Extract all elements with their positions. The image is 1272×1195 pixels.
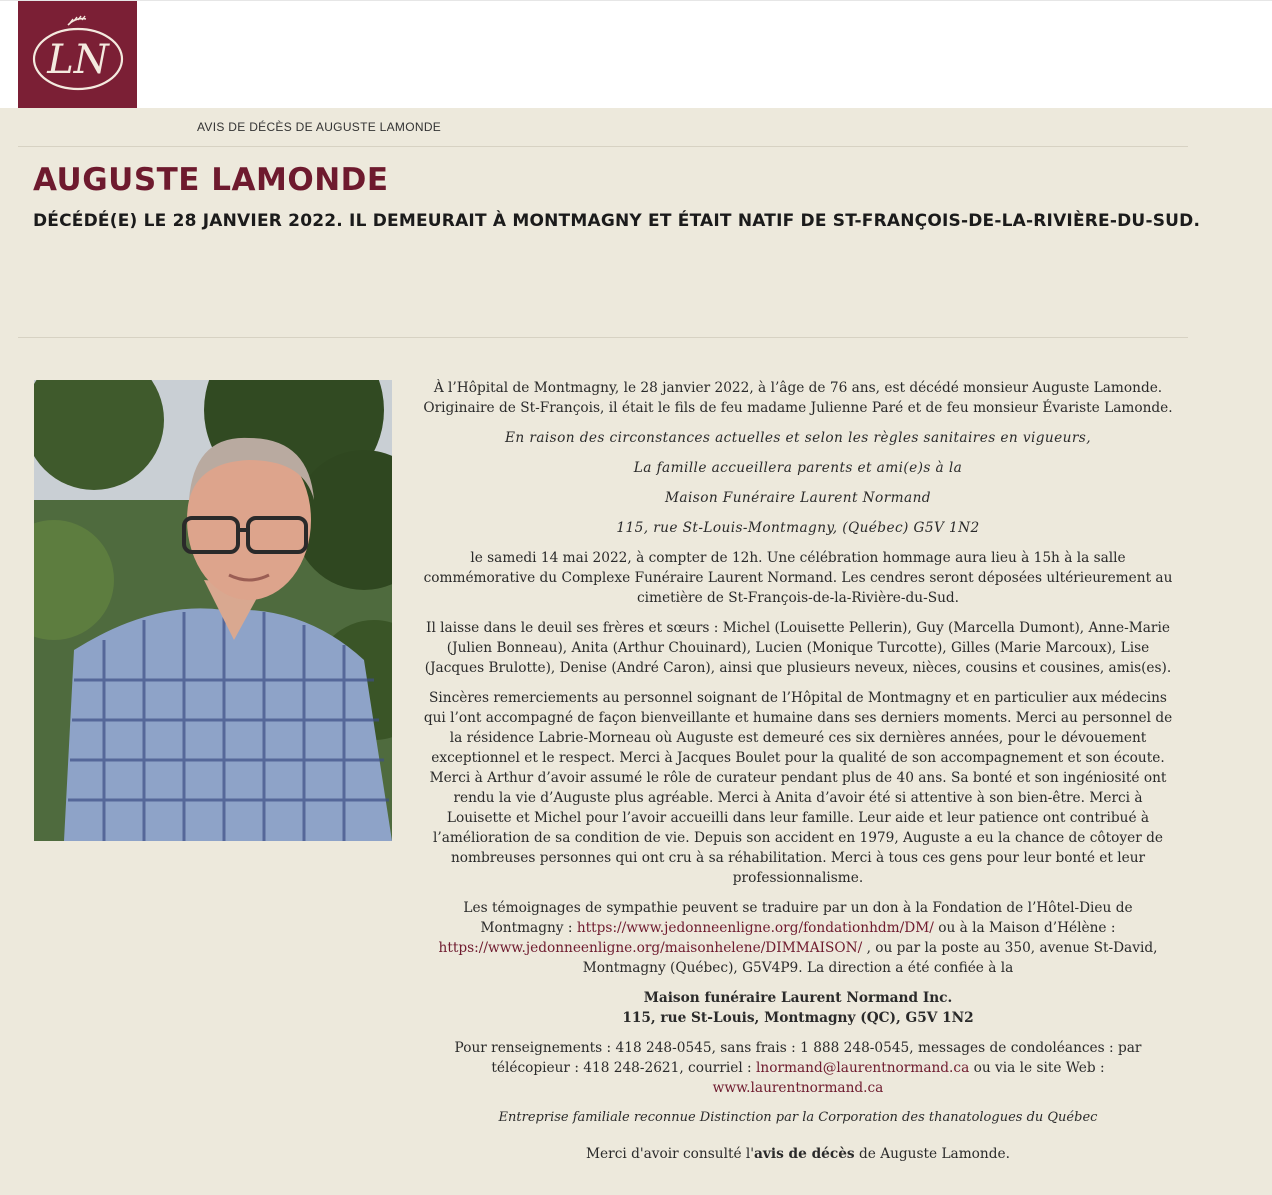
portrait-image	[34, 380, 392, 841]
donation-paragraph: Les témoignages de sympathie peuvent se traduire par un don à la Fondation de l’Hôtel-Dieu de Montmagny : https://www.jedonneenligne.org/fondationhdm/DM/ ou à la Maison d’Hélène : https://www.jedonneenligne.org/maisonhelene/DIMMAISON/ , ou par la poste au 350, avenue St-David, Montmagny (Québec), G5V4P9. La direction a été confiée à la	[438, 900, 1158, 976]
page-subtitle: DÉCÉDÉ(E) LE 28 JANVIER 2022. IL DEMEURAIT À MONTMAGNY ET ÉTAIT NATIF DE ST-FRANÇOIS-DE-LA-RIVIÈRE-DU-SUD.	[33, 211, 1201, 231]
thanks-paragraph: Sincères remerciements au personnel soignant de l’Hôpital de Montmagny et en particulier aux médecins qui l’ont accompagné de façon bienveillante et humaine dans ses derniers moments. Merci au personnel de la résidence Labrie-Morneau où Auguste est demeuré ces six dernières années, pour le dévouement exceptionnel et le respect. Merci à Jacques Boulet pour la qualité de son accompagnement et son écoute. Merci à Arthur d’avoir assumé le rôle de curateur pendant plus de 40 ans. Sa bonté et son ingéniosité ont rendu la vie d’Auguste plus agréable. Merci à Anita d’avoir été si attentive à son bien-être. Merci à Louisette et Michel pour l’avoir accueilli dans leur famille. Leur aide et leur patience ont contribué à l’amélioration de sa condition de vie. Depuis son accident en 1979, Auguste a eu la chance de côtoyer de nombreuses personnes qui ont cru à sa réhabilitation. Merci à tous ces gens pour leur bonté et leur professionnalisme.	[423, 690, 1173, 886]
site-header	[0, 0, 1272, 109]
svg-text:LN: LN	[47, 37, 109, 83]
site-logo[interactable]	[18, 1, 137, 109]
closing-line: Merci d'avoir consulté l'avis de décès de Auguste Lamonde.	[586, 1146, 1010, 1162]
notice-line: La famille accueillera parents et ami(e)s à la	[633, 460, 963, 476]
funeral-home-name: Maison funéraire Laurent Normand Inc.	[643, 990, 953, 1006]
divider	[18, 337, 1188, 338]
page-title: AUGUSTE LAMONDE	[33, 162, 389, 198]
contact-paragraph: Pour renseignements : 418 248-0545, sans frais : 1 888 248-0545, messages de condoléances : par télécopieur : 418 248-2621, courriel : lnormand@laurentnormand.ca ou via le site Web : www.laurentnormand.ca	[454, 1040, 1142, 1096]
funeral-home-address: 115, rue St-Louis, Montmagny (QC), G5V 1N2	[622, 1010, 974, 1026]
notice-line: 115, rue St-Louis-Montmagny, (Québec) G5V 1N2	[616, 520, 980, 536]
obituary-text	[422, 378, 1174, 1174]
donation-link-fondation[interactable]: https://www.jedonneenligne.org/fondationhdm/DM/	[576, 920, 934, 936]
funeral-home-block	[422, 988, 1174, 1028]
notice-line: Maison Funéraire Laurent Normand	[665, 490, 931, 506]
website-link[interactable]: www.laurentnormand.ca	[712, 1080, 884, 1096]
family-paragraph: Il laisse dans le deuil ses frères et sœurs : Michel (Louisette Pellerin), Guy (Marcella Dumont), Anne-Marie (Julien Bonneau), Anita (Arthur Chouinard), Lucien (Monique Turcotte), Gilles (Marie Marcoux), Lise (Jacques Brulotte), Denise (André Caron), ainsi que plusieurs neveux, nièces, cousins et cousines, amis(es).	[424, 620, 1172, 676]
email-link[interactable]: lnormand@laurentnormand.ca	[756, 1060, 970, 1076]
intro-paragraph: À l’Hôpital de Montmagny, le 28 janvier 2022, à l’âge de 76 ans, est décédé monsieur Auguste Lamonde. Originaire de St-François, il était le fils de feu madame Julienne Paré et de feu monsieur Évariste Lamonde.	[423, 380, 1173, 416]
obituary-page	[0, 108, 1272, 1195]
breadcrumb: AVIS DE DÉCÈS DE AUGUSTE LAMONDE	[197, 120, 442, 134]
donation-link-maison-helene[interactable]: https://www.jedonneenligne.org/maisonhelene/DIMMAISON/	[438, 940, 863, 956]
distinction-note: Entreprise familiale reconnue Distinction par la Corporation des thanatologues du Québec	[498, 1110, 1098, 1125]
deceased-photo	[34, 380, 392, 841]
notice-line: En raison des circonstances actuelles et selon les règles sanitaires en vigueurs,	[505, 430, 1091, 446]
divider	[18, 146, 1188, 147]
visitation-paragraph: le samedi 14 mai 2022, à compter de 12h. Une célébration hommage aura lieu à 15h à la salle commémorative du Complexe Funéraire Laurent Normand. Les cendres seront déposées ultérieurement au cimetière de St-François-de-la-Rivière-du-Sud.	[423, 550, 1173, 606]
ln-monogram-icon	[18, 1, 137, 109]
